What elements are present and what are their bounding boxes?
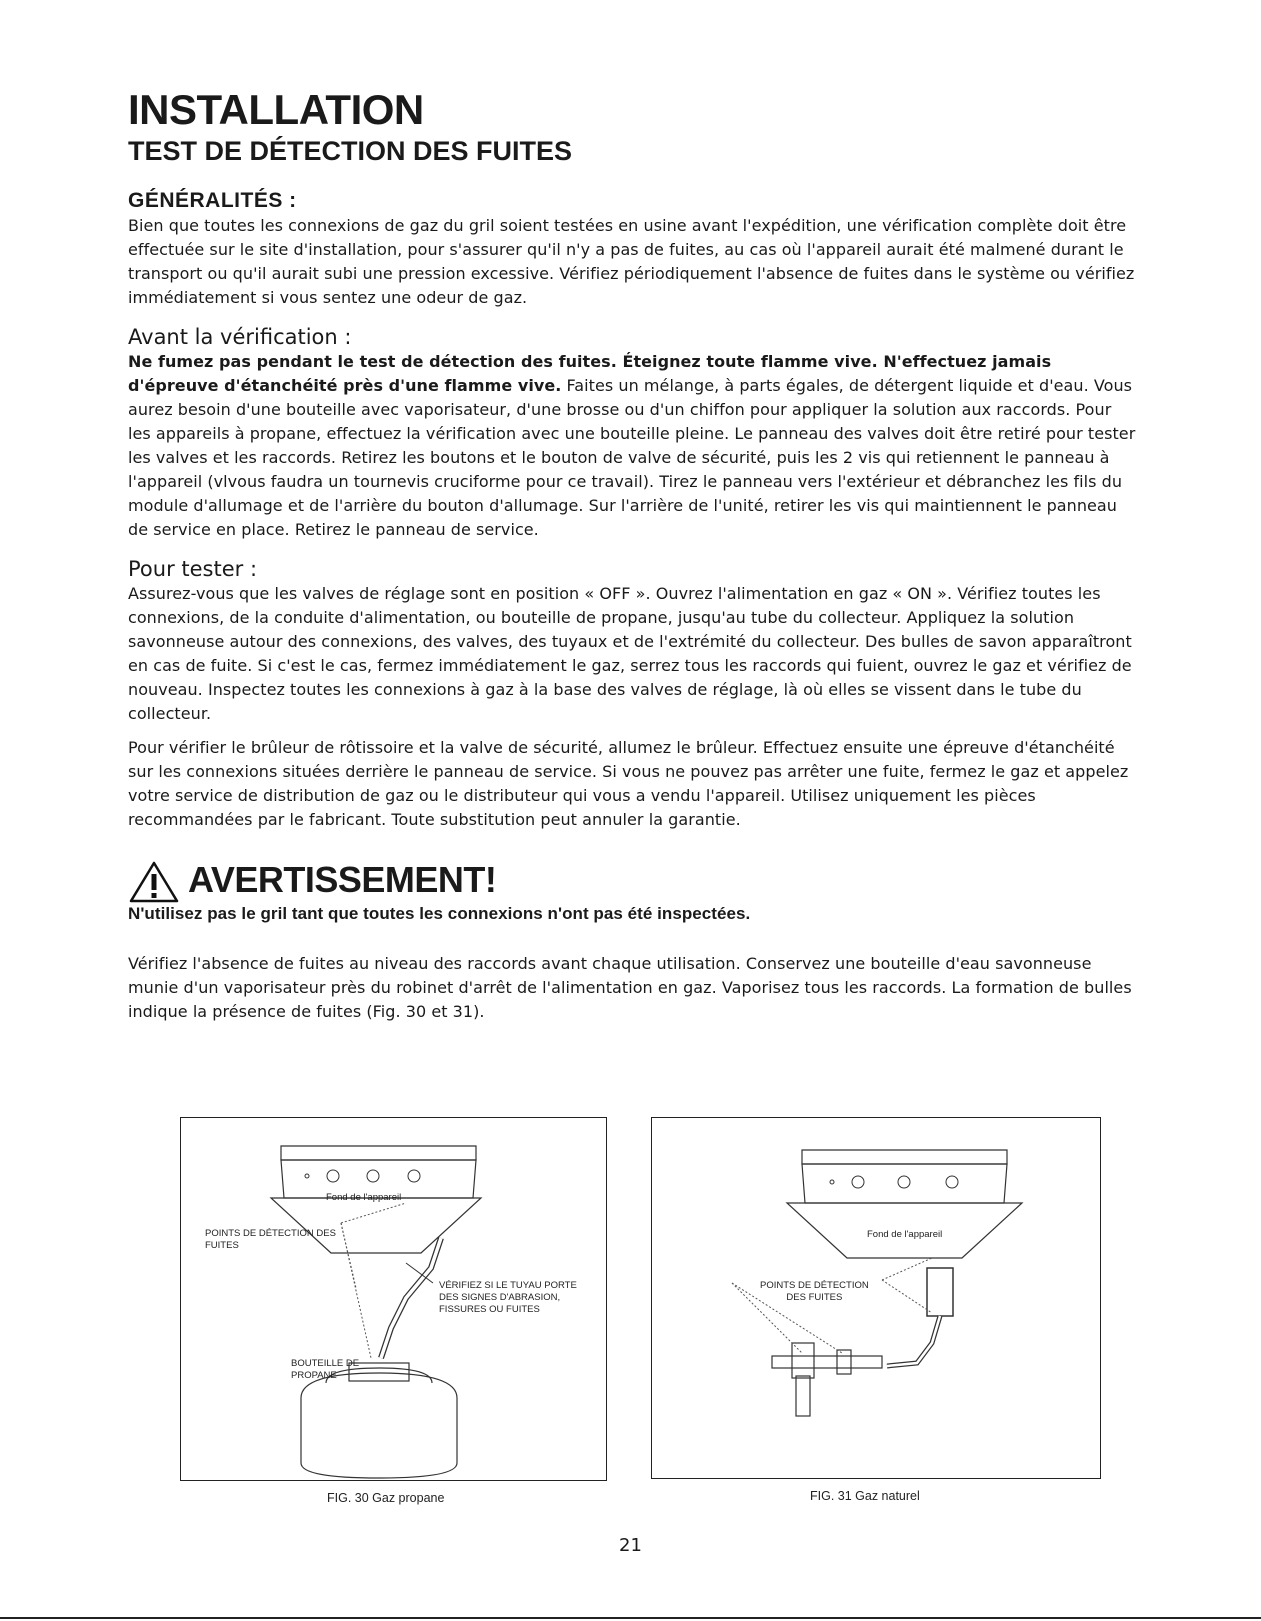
figure-31-natural-gas [651, 1117, 1101, 1479]
fig30-tank-label: BOUTEILLE DE PROPANE [291, 1358, 360, 1381]
page-number: 21 [619, 1535, 642, 1556]
fig30-hose-label: VÉRIFIEZ SI LE TUYAU PORTE DES SIGNES D'ABRASION, FISSURES OU FUITES [439, 1280, 577, 1315]
fig31-leak-points-label: POINTS DE DÉTECTION DES FUITES [760, 1280, 869, 1303]
fig30-bottom-label: Fond de l'appareil [326, 1192, 402, 1203]
before-heading: Avant la vérification : [128, 325, 352, 349]
warning-body: Vérifiez l'absence de fuites au niveau des raccords avant chaque utilisation. Conservez une bouteille d'eau savonneuse munie d'un vaporisateur près du robinet d'arrêt de l'alimentation en gaz. Vaporisez tous les raccords. La formation de bulles indique la présence de fuites (Fig. 30 et 31). [128, 954, 1132, 1021]
test-body-1: Assurez-vous que les valves de réglage sont en position « OFF ». Ouvrez l'alimentation en gaz « ON ». Vérifiez toutes les connexions, de la conduite d'alimentation, ou bouteille de propane, jusqu'au tube du collecteur. Appliquez la solution savonneuse autour des connexions, des valves, des tuyaux et de l'extrémité du collecteur. Des bulles de savon apparaîtront en cas de fuite. Si c'est le cas, fermez immédiatement le gaz, serrez tous les raccords qui fuient, ouvrez le gaz et vérifiez de nouveau. Inspectez toutes les connexions à gaz à la base des valves de réglage, là où elles se vissent dans le tube du collecteur. [128, 584, 1132, 723]
before-bold-text: Ne fumez pas pendant le test de détection des fuites. Éteignez toute flamme vive. N'effectuez jamais d'épreuve d'étanchéité près d'une flamme vive. [128, 352, 1052, 395]
general-body: Bien que toutes les connexions de gaz du gril soient testées en usine avant l'expédition, une vérification complète doit être effectuée sur le site d'installation, pour s'assurer qu'il n'y a pas de fuites, au cas où l'appareil aurait été malmené durant le transport ou qu'il aurait subi une pression excessive. Vérifiez périodiquement l'absence de fuites dans le système ou vérifiez immédiatement si vous sentez une odeur de gaz. [128, 216, 1135, 307]
warning-header [128, 858, 1138, 902]
general-heading: GÉNÉRALITÉS : [128, 189, 297, 212]
document-page [128, 86, 1138, 1024]
before-body-text: Faites un mélange, à parts égales, de détergent liquide et d'eau. Vous aurez besoin d'une bouteille avec vaporisateur, d'une brosse ou d'un chiffon pour appliquer la solution aux raccords. Pour les appareils à propane, effectuez la vérification avec une bouteille pleine. Le panneau des valves doit être retiré pour tester les valves et les raccords. Retirez les boutons et le bouton de valve de sécurité, puis les 2 vis qui retiennent le panneau à l'appareil (vlvous faudra un tournevis cruciforme pour ce travail). Tirez le panneau vers l'extérieur et débranchez les fils du module d'allumage et de l'arrière du bouton d'allumage. Sur l'arrière de l'unité, retirer les vis qui maintiennent le panneau de service en place. Retirez le panneau de service. [128, 376, 1136, 539]
page-subtitle: TEST DE DÉTECTION DES FUITES [128, 136, 573, 166]
fig31-bottom-label: Fond de l'appareil [867, 1229, 943, 1240]
natural-gas-diagram [652, 1118, 1100, 1478]
bottom-border [0, 1617, 1261, 1619]
fig31-caption: FIG. 31 Gaz naturel [810, 1489, 920, 1503]
figure-30-propane [180, 1117, 607, 1481]
page-title: INSTALLATION [128, 86, 424, 133]
warning-subtitle: N'utilisez pas le gril tant que toutes les connexions n'ont pas été inspectées. [128, 904, 751, 923]
test-heading: Pour tester : [128, 557, 258, 581]
before-body [128, 350, 1138, 542]
test-body-2: Pour vérifier le brûleur de rôtissoire et la valve de sécurité, allumez le brûleur. Effectuez ensuite une épreuve d'étanchéité sur les connexions situées derrière le panneau de service. Si vous ne pouvez pas arrêter une fuite, fermez le gaz et appelez votre service de distribution de gaz ou le distributeur qui vous a vendu l'appareil. Utilisez uniquement les pièces recommandées par le fabricant. Toute substitution peut annuler la garantie. [128, 738, 1129, 829]
warning-triangle-icon [128, 860, 180, 904]
fig30-caption: FIG. 30 Gaz propane [327, 1491, 445, 1505]
fig30-leak-points-label: POINTS DE DÉTECTION DES FUITES [205, 1228, 336, 1251]
warning-title: AVERTISSEMENT! [188, 859, 497, 900]
